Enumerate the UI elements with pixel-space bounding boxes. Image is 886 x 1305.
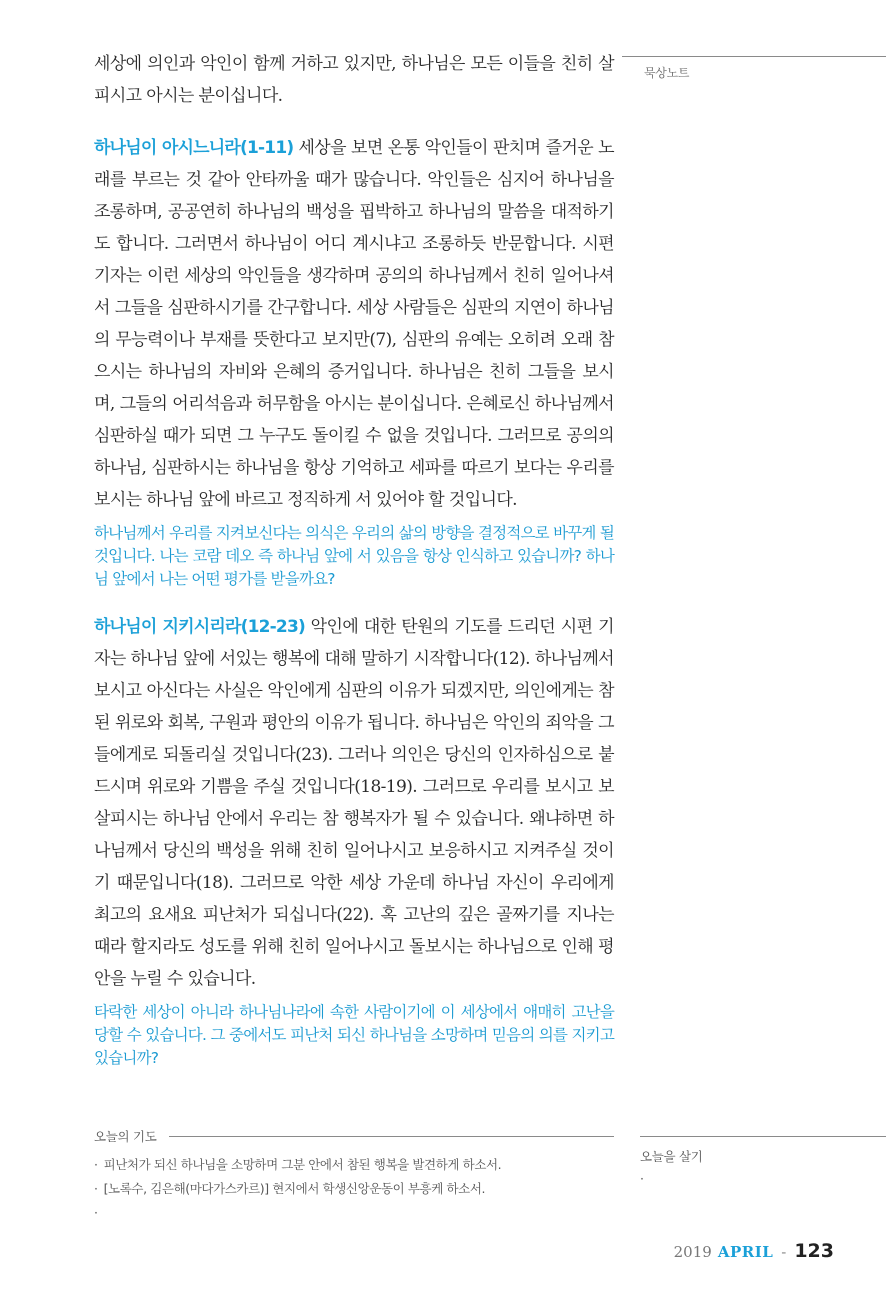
section-2-paragraph [94,611,614,995]
prayer-title: 오늘의 기도 [94,1129,157,1144]
intro-paragraph: 세상에 의인과 악인이 함께 거하고 있지만, 하나님은 모든 이들을 친히 살피시고 아시는 분이십니다. [94,54,614,106]
section-1-body: 세상을 보면 온통 악인들이 판치며 즐거운 노래를 부르는 것 같아 안타까울 때가 많습니다. 악인들은 심지어 하나님을 조롱하며, 공공연히 하나님의 백성을 핍박하고 하나님의 말씀을 대적하기도 합니다. 그러면서 하나님이 어디 계시냐고 조롱하듯 반문합니다. 시편 기자는 이런 세상의 악인들을 생각하며 공의의 하나님께서 친히 일어나셔서 그들을 심판하시기를 간구합니다. 세상 사람들은 심판의 지연이 하나님의 무능력이나 부재를 뜻한다고 보지만(7), 심판의 유예는 오히려 오래 참으시는 하나님의 자비와 은혜의 증거입니다. 하나님은 친히 그들을 보시며, 그들의 어리석음과 허무함을 아시는 분이십니다. 은혜로신 하나님께서 심판하실 때가 되면 그 누구도 돌이킬 수 없을 것입니다. 그러므로 공의의 하나님, 심판하시는 하나님을 항상 기억하고 세파를 따르기 보다는 우리를 보시는 하나님 앞에 바르고 정직하게 서 있어야 할 것입니다. [94,138,614,510]
meditation-note-label: 묵상노트 [644,66,690,80]
prayer-item: · 피난처가 되신 하나님을 소망하며 그분 안에서 참된 행복을 발견하게 하소서. [94,1157,502,1172]
main-column [94,48,614,1070]
footer-dash: - [781,1245,787,1261]
prayer-bullet: · [94,1205,98,1220]
prayer-item [94,1201,614,1225]
page-number: 123 [794,1240,834,1262]
live-today-area [640,1136,886,1186]
footer-year: 2019 [673,1243,712,1261]
live-today-item: · [640,1171,644,1186]
section-2-application: 타락한 세상이 아니라 하나님나라에 속한 사람이기에 이 세상에서 애매히 고난을 당할 수 있습니다. 그 중에서도 피난처 되신 하나님을 소망하며 믿음의 의를 지키고 있습니까? [94,1003,614,1067]
page-footer [674,1240,834,1262]
live-today-title: 오늘을 살기 [640,1149,703,1164]
section-1-paragraph [94,132,614,516]
section-1-application: 하나님께서 우리를 지켜보신다는 의식은 우리의 삶의 방향을 결정적으로 바꾸게 될 것입니다. 나는 코람 데오 즉 하나님 앞에 서 있음을 항상 인식하고 있습니까? 하나님 앞에서 나는 어떤 평가를 받을까요? [94,524,614,588]
meditation-note-area [622,56,886,81]
todays-prayer [94,1127,614,1225]
prayer-divider [169,1136,614,1137]
section-2-body: 악인에 대한 탄원의 기도를 드리던 시편 기자는 하나님 앞에 서있는 행복에 대해 말하기 시작합니다(12). 하나님께서 보시고 아신다는 사실은 악인에게 심판의 이유가 되겠지만, 의인에게는 참된 위로와 회복, 구원과 평안의 이유가 됩니다. 하나님은 악인의 죄악을 그들에게로 되돌리실 것입니다(23). 그러나 의인은 당신의 인자하심으로 붙드시며 위로와 기쁨을 주실 것입니다(18-19). 그러므로 우리를 보시고 보살피시는 하나님 안에서 우리는 참 행복자가 될 수 있습니다. 왜냐하면 하나님께서 당신의 백성을 위해 친히 일어나시고 보응하시고 지켜주실 것이기 때문입니다(18). 그러므로 악한 세상 가운데 하나님 자신이 우리에게 최고의 요새요 피난처가 되십니다(22). 혹 고난의 깊은 골짜기를 지나는 때라 할지라도 성도를 위해 친히 일어나시고 돌보시는 하나님으로 인해 평안을 누릴 수 있습니다. [94,617,614,989]
section-1-heading: 하나님이 아시느니라(1-11) [94,138,294,158]
prayer-bullet: · [94,1181,98,1196]
section-2-heading: 하나님이 지키시리라(12-23) [94,617,305,637]
footer-month: APRIL [717,1243,774,1261]
prayer-bullet: · [94,1157,98,1172]
prayer-item: · [노록수, 김은해(마다가스카르)] 현지에서 학생신앙운동이 부흥케 하소서. [94,1181,486,1196]
